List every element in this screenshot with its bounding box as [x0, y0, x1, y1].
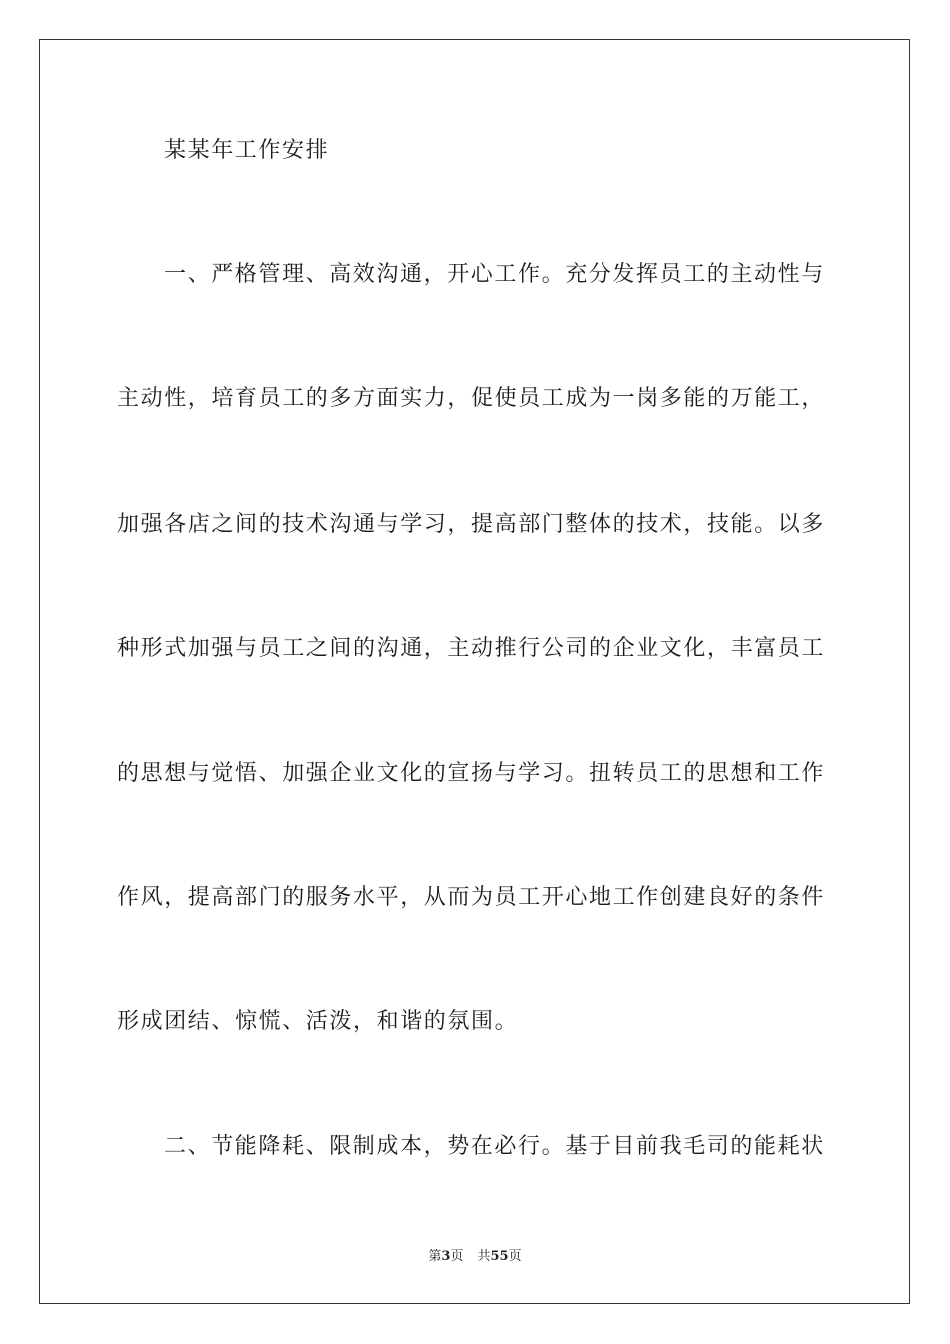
- paragraph-line: 种形式加强与员工之间的沟通，主动推行公司的企业文化，丰富员工: [117, 636, 826, 661]
- total-pages: 55: [490, 1249, 509, 1264]
- paragraph-line: 的思想与觉悟、加强企业文化的宣扬与学习。扭转员工的思想和工作: [117, 761, 826, 786]
- paragraph-line: 主动性，培育员工的多方面实力，促使员工成为一岗多能的万能工，: [117, 386, 826, 411]
- paragraph-line: 作风，提高部门的服务水平，从而为员工开心地工作创建良好的条件: [117, 885, 826, 910]
- page-prefix: 第: [428, 1249, 442, 1264]
- paragraph-line: 一、严格管理、高效沟通，开心工作。充分发挥员工的主动性与: [164, 262, 825, 287]
- page-footer: [0, 1248, 950, 1266]
- total-suffix: 页: [508, 1249, 522, 1264]
- page-border: [39, 39, 910, 1304]
- paragraph-line: 形成团结、惊慌、活泼，和谐的氛围。: [117, 1009, 519, 1034]
- document-title: 某某年工作安排: [164, 138, 330, 163]
- page-number: 3: [441, 1249, 451, 1264]
- total-prefix: 共: [477, 1249, 491, 1264]
- paragraph-line: 加强各店之间的技术沟通与学习，提高部门整体的技术，技能。以多: [117, 512, 826, 537]
- paragraph-line: 二、节能降耗、限制成本，势在必行。基于目前我毛司的能耗状: [164, 1134, 825, 1159]
- page-suffix: 页: [450, 1249, 464, 1264]
